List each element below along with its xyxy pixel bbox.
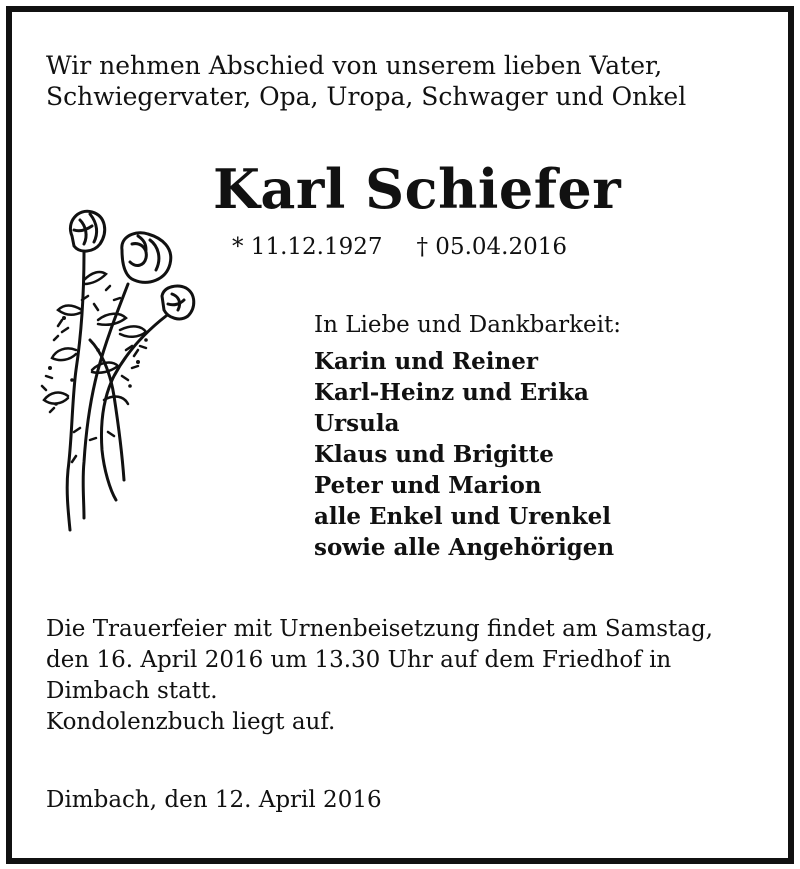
rose-bouquet-icon: [28, 200, 208, 545]
mourner-name: Peter und Marion: [314, 472, 542, 499]
mourner-name: Karl-Heinz und Erika: [314, 379, 589, 406]
life-dates: [232, 232, 567, 262]
intro-line-1: Wir nehmen Abschied von unserem lieben Vater,: [46, 51, 663, 80]
place-and-date: Dimbach, den 12. April 2016: [46, 787, 382, 813]
mourner-name: alle Enkel und Urenkel: [314, 503, 611, 530]
condolence-book-note: Kondolenzbuch liegt auf.: [46, 709, 336, 735]
mourner-name: Ursula: [314, 410, 400, 437]
intro-text: [46, 50, 686, 112]
death-date: † 05.04.2016: [416, 234, 567, 260]
deceased-name: Karl Schiefer: [213, 157, 622, 221]
funeral-line-1: Die Trauerfeier mit Urnenbeisetzung findet am Samstag,: [46, 616, 713, 642]
birth-date: * 11.12.1927: [232, 234, 383, 260]
mourner-name: Karin und Reiner: [314, 348, 538, 375]
intro-line-2: Schwiegervater, Opa, Uropa, Schwager und Onkel: [46, 82, 687, 111]
funeral-line-3: Dimbach statt.: [46, 678, 218, 704]
mourners-list: [314, 346, 614, 563]
funeral-details: [46, 614, 713, 738]
mourner-name: Klaus und Brigitte: [314, 441, 554, 468]
mourner-name: sowie alle Angehörigen: [314, 534, 615, 561]
mourners-heading: In Liebe und Dankbarkeit:: [314, 312, 621, 338]
funeral-line-2: den 16. April 2016 um 13.30 Uhr auf dem Friedhof in: [46, 647, 672, 673]
